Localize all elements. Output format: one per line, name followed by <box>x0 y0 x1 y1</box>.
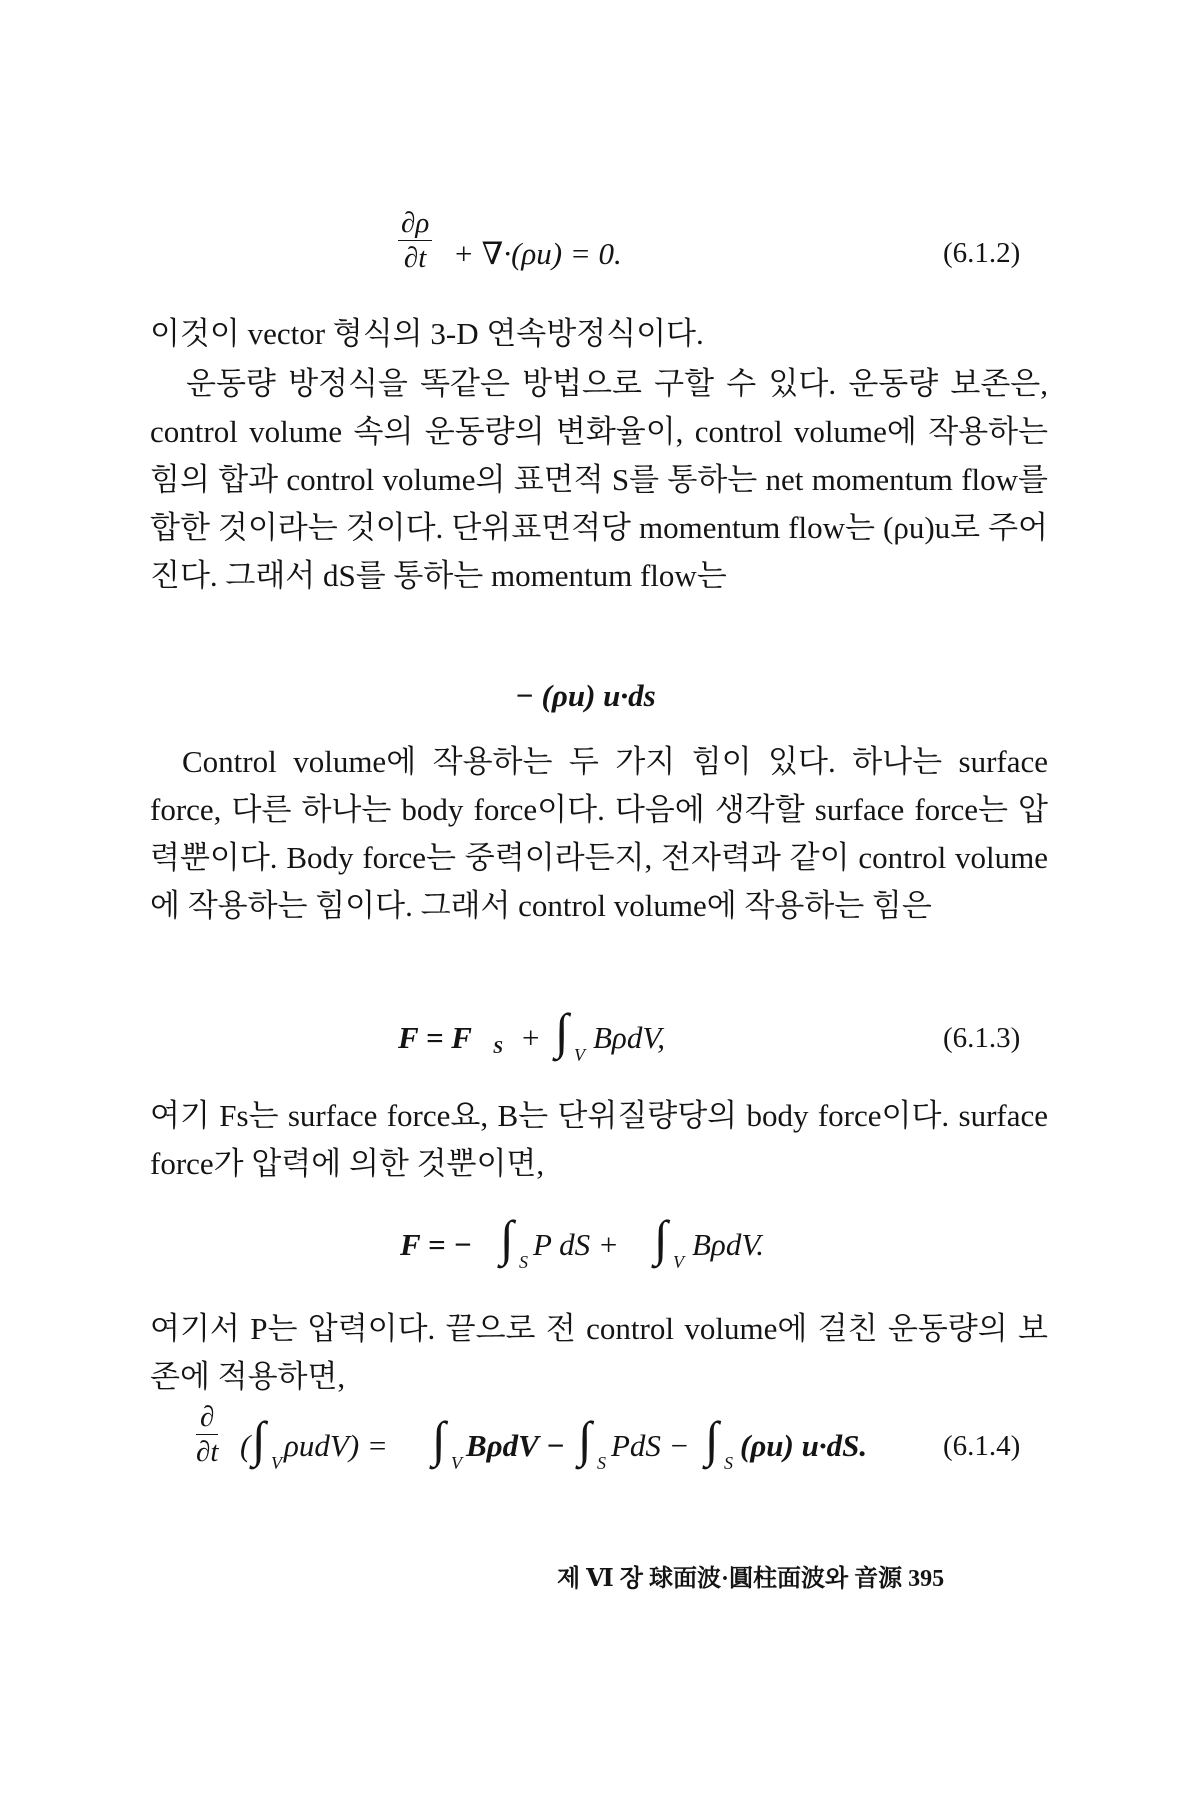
eq-6-1-4-denominator: ∂t <box>196 1436 219 1468</box>
eq-6-1-3-number: (6.1.3) <box>943 1022 1021 1054</box>
paragraph-pressure: 여기서 P는 압력이다. 끝으로 전 control volume에 걸친 운동량의 보존에 적용하면, <box>150 1311 1048 1394</box>
integral-sign: ∫ <box>500 1210 514 1266</box>
paragraph-forces: Control volume에 작용하는 두 가지 힘이 있다. 하나는 surface force, 다른 하나는 body force이다. 다음에 생각할 surface force는 압력뿐이다. Body force는 중력이라든지, 전자력과 같이 control volume에 작용하는 힘이다. 그래서 control volume에 작용하는 힘은 <box>150 744 1048 923</box>
integral-sign: ∫ <box>555 1003 569 1059</box>
eq-6-1-4-int1-subscript: V <box>271 1453 282 1473</box>
paragraph-momentum-conservation: 운동량 방정식을 똑같은 방법으로 구할 수 있다. 운동량 보존은, control volume 속의 운동량의 변화율이, control volume에 작용하는 힘의 합과 control volume의 표면적 S를 통하는 net momentum flow를 합한 것이라는 것이다. 단위표면적당 momentum flow는 (ρu)u로 주어진다. 그래서 dS를 통하는 momentum flow는 <box>150 366 1048 593</box>
momentum-flow-expression: − (ρu) u·ds <box>515 678 656 713</box>
integral-sign: ∫ <box>705 1411 719 1467</box>
eq-6-1-4-open-paren: ( <box>240 1428 251 1463</box>
eq-6-1-3-lhs-subscript: S <box>493 1037 504 1057</box>
eq-pressure-int2-subscript: V <box>673 1252 684 1272</box>
eq-6-1-3-integrand: BρdV, <box>593 1020 666 1055</box>
integral-sign: ∫ <box>252 1411 266 1467</box>
eq-6-1-4-term2: BρdV − <box>466 1428 565 1463</box>
integral-sign: ∫ <box>578 1411 592 1467</box>
paragraph-surface-force: 여기 Fs는 surface force요, B는 단위질량당의 body force이다. surface force가 압력에 의한 것뿐이면, <box>150 1098 1048 1181</box>
eq-6-1-2-fraction <box>398 208 432 273</box>
eq-pressure-term2: BρdV. <box>692 1227 765 1262</box>
eq-6-1-2-denominator: ∂t <box>403 242 427 274</box>
eq-6-1-4-term1: ρudV) = <box>284 1428 388 1463</box>
eq-6-1-2-body: + ∇·(ρu) = 0. <box>453 236 622 271</box>
eq-6-1-3-integral-subscript: V <box>574 1045 585 1065</box>
eq-6-1-3-plus: + <box>520 1020 541 1055</box>
eq-6-1-4-int4-subscript: S <box>724 1453 733 1473</box>
eq-6-1-4-int3-subscript: S <box>597 1453 606 1473</box>
eq-6-1-4-number: (6.1.4) <box>943 1430 1021 1462</box>
continuity-sentence: 이것이 vector 형식의 3-D 연속방정식이다. <box>150 316 704 351</box>
eq-pressure-int1-subscript: S <box>519 1252 528 1272</box>
eq-6-1-3-lhs: F = F <box>398 1020 472 1055</box>
eq-6-1-4-int2-subscript: V <box>451 1453 462 1473</box>
eq-6-1-4-numerator: ∂ <box>196 1402 218 1435</box>
eq-6-1-4-fraction <box>196 1402 218 1467</box>
integral-sign: ∫ <box>432 1411 446 1467</box>
eq-pressure-lhs: F = − <box>400 1227 473 1262</box>
eq-6-1-4-term3: PdS − <box>611 1428 690 1463</box>
eq-6-1-4-term4: (ρu) u·dS. <box>740 1428 868 1463</box>
page-footer: 제 Ⅵ 장 球面波·圓柱面波와 音源 395 <box>557 1566 945 1592</box>
integral-sign: ∫ <box>654 1210 668 1266</box>
eq-6-1-2-number: (6.1.2) <box>943 237 1021 269</box>
eq-pressure-term1: P dS + <box>533 1227 619 1262</box>
eq-6-1-2-numerator: ∂ρ <box>398 208 432 241</box>
